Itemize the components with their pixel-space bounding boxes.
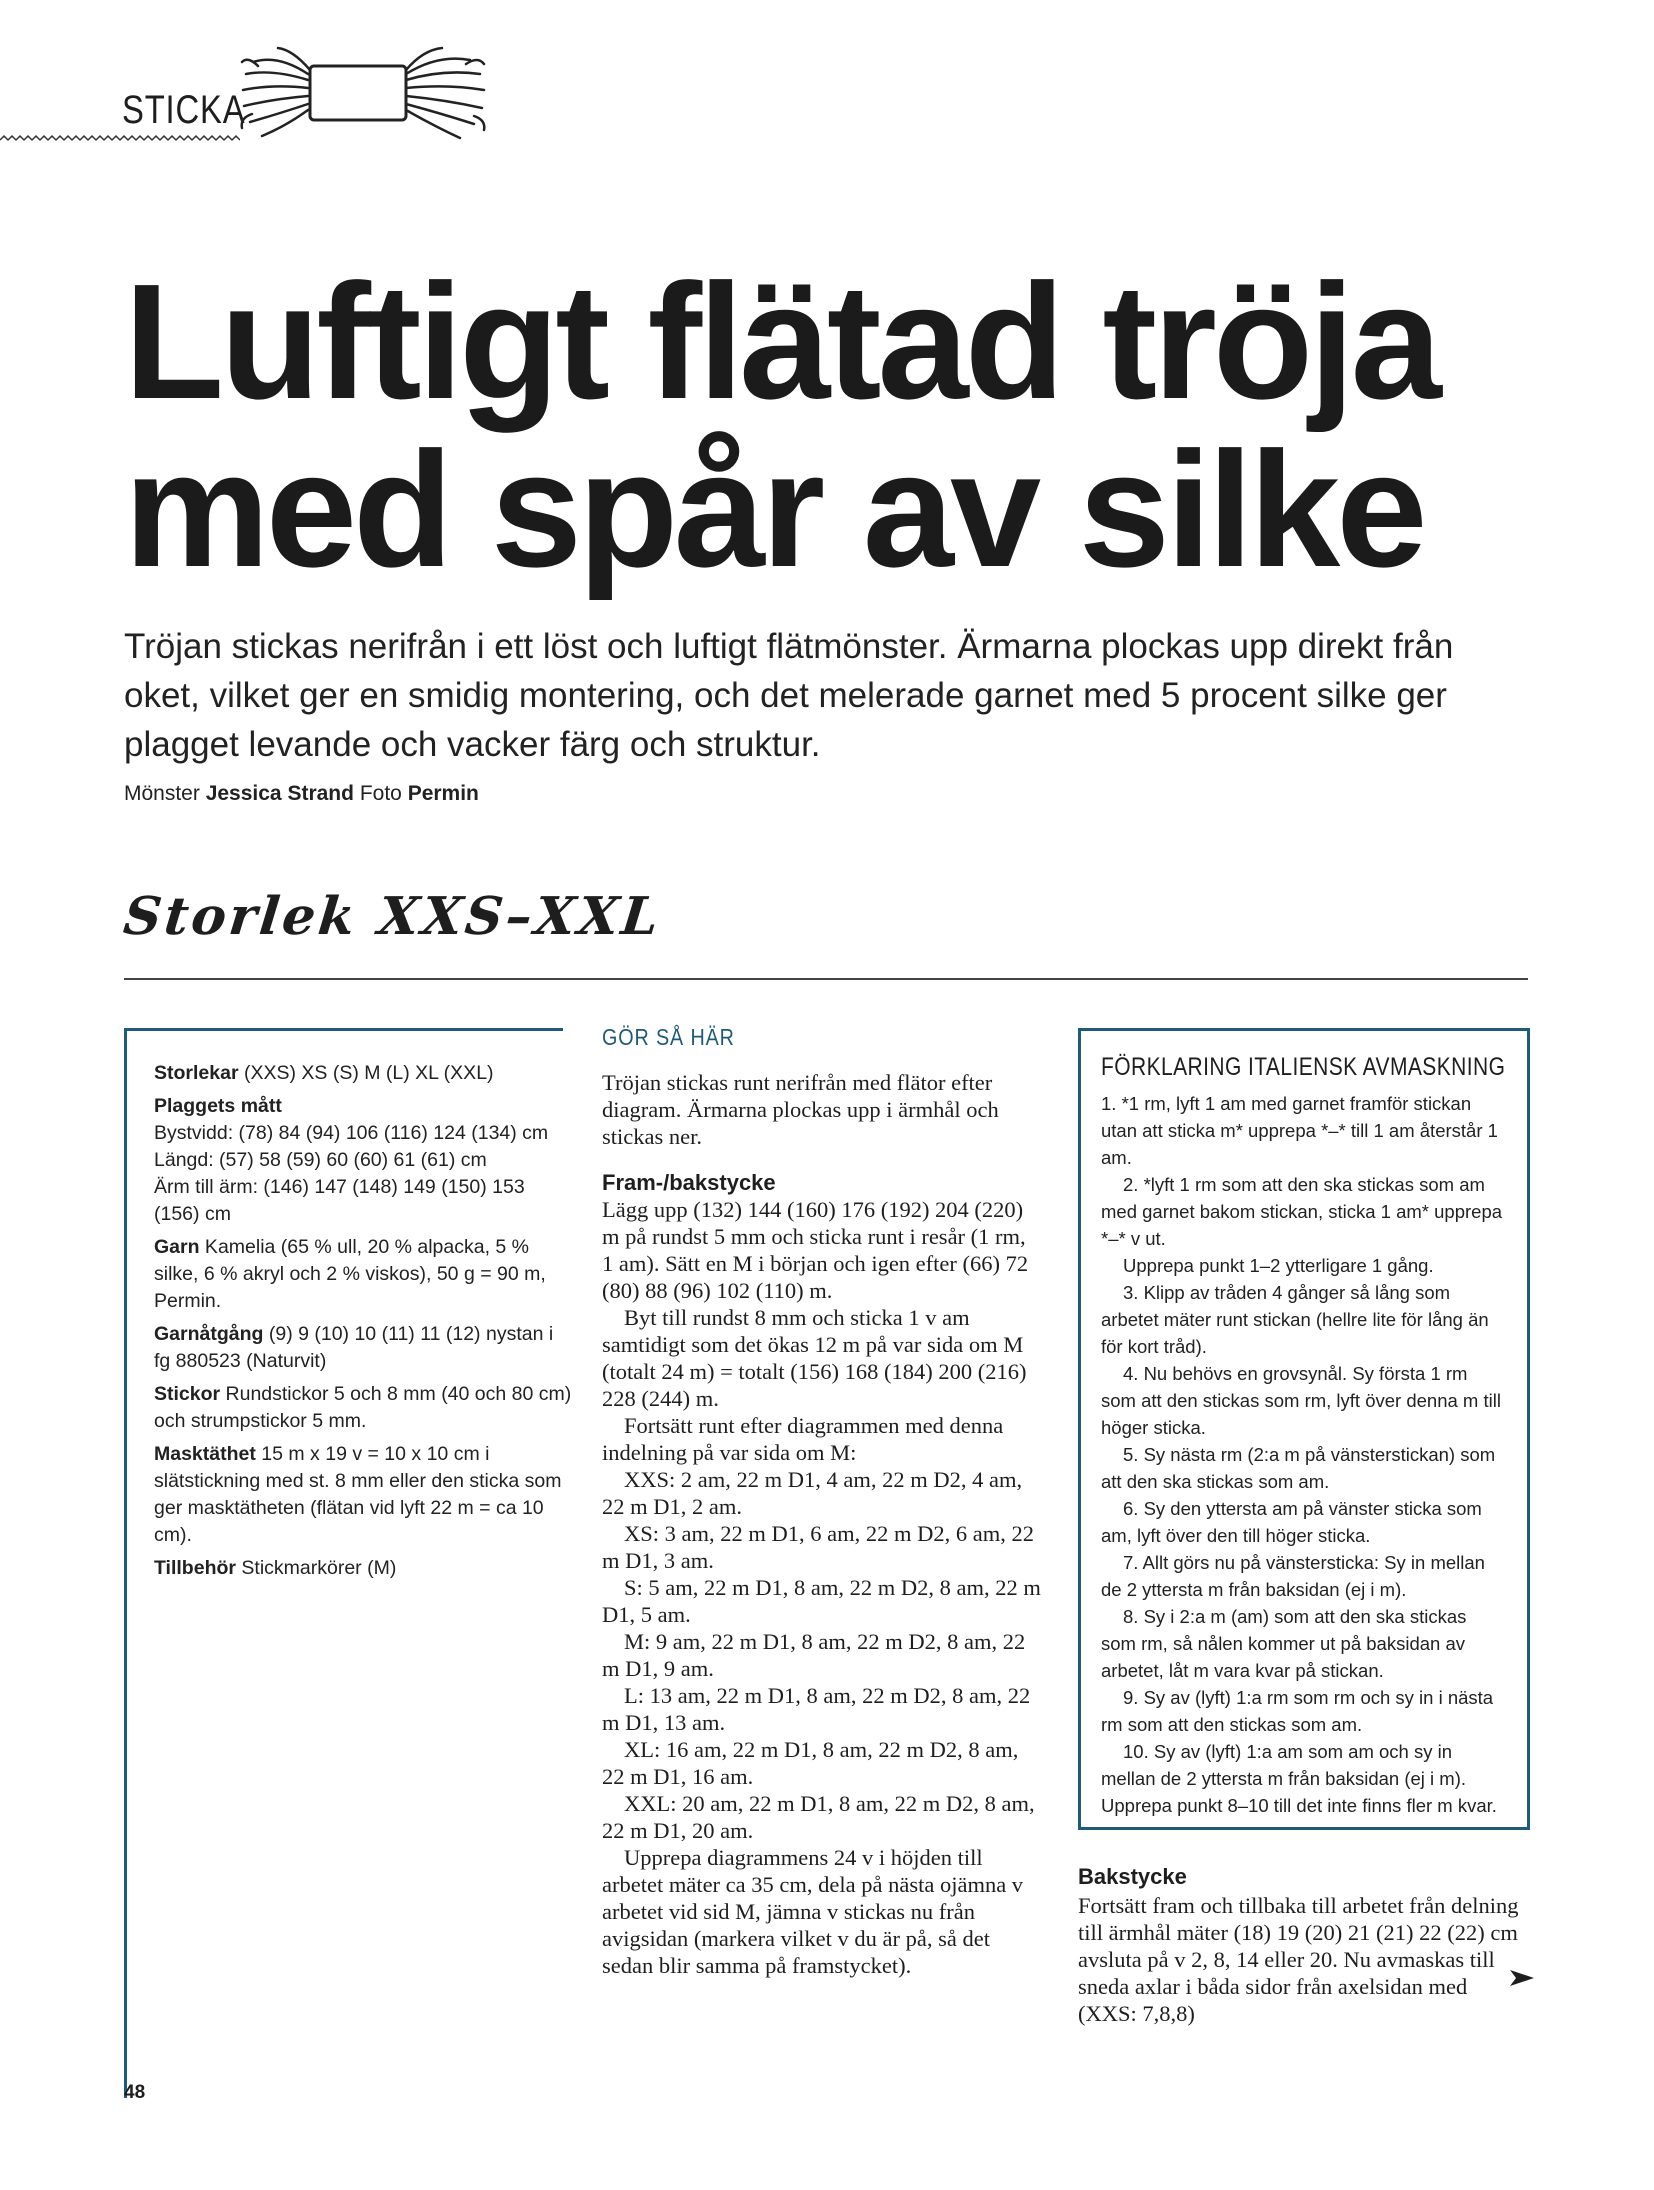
bindoff-step: Upprepa punkt 1–2 ytterligare 1 gång. [1123,1255,1434,1276]
instructions-heading: GÖR SÅ HÄR [602,1024,735,1050]
spec-text: Kamelia (65 % ull, 20 % alpacka, 5 % silke, 6 % akryl och 2 % viskos), 50 g = 90 m, Permin. [154,1236,546,1312]
spec-item [154,1555,574,1582]
spec-item [154,1441,574,1549]
spec-text: Ärm till ärm: (146) 147 (148) 149 (150) 153 (156) cm [154,1176,525,1225]
instruction-paragraph: XXS: 2 am, 22 m D1, 4 am, 22 m D2, 4 am, 22 m D1, 2 am. [602,1467,1023,1519]
instruction-paragraph: Upprepa diagrammens 24 v i höjden till arbetet mäter ca 35 cm, dela på nästa ojämna v arbetet vid sid M, jämna v stickas nu från avigsidan (markera vilket v du är på, så det sedan blir samma på framstycket). [602,1845,1024,1978]
instruction-paragraph: M: 9 am, 22 m D1, 8 am, 22 m D2, 8 am, 22 m D1, 9 am. [602,1629,1026,1681]
photo-label: Foto [359,782,402,805]
bindoff-step: 4. Nu behövs en grovsynål. Sy första 1 rm som att den stickas som rm, lyft över denna m till höger sticka. [1101,1363,1501,1438]
italian-bindoff-steps [1101,1090,1505,1819]
spec-label: Garnåtgång [154,1323,264,1345]
spec-text: 15 m x 19 v = 10 x 10 cm i slätstickning med st. 8 mm eller den sticka som ger masktätheten (flätan vid lyft 22 m = ca 10 cm). [154,1443,562,1546]
title-line-1: Luftigt flätad tröja [124,250,1438,433]
spec-item [154,1381,574,1435]
spec-label: Storlekar [154,1062,239,1084]
instruction-paragraph: Byt till rundst 8 mm och sticka 1 v am samtidigt som det ökas 12 m på var sida om M (totalt 24 m) = totalt (156) 168 (184) 200 (216) 228 (244) m. [602,1305,1027,1411]
spec-item [154,1120,574,1147]
spec-label: Tillbehör [154,1557,236,1579]
page-number: 48 [124,2082,146,2103]
bindoff-step: 2. *lyft 1 rm som att den ska stickas som am med garnet bakom stickan, sticka 1 am* upprepa *–* v ut. [1101,1174,1503,1249]
pattern-label: Mönster [124,782,200,805]
spec-item [154,1234,574,1315]
front-back-heading: Fram-/bakstycke [602,1170,776,1195]
spec-label: Stickor [154,1383,221,1405]
spec-item [154,1147,574,1174]
intro-text: Tröjan stickas nerifrån i ett löst och luftigt flätmönster. Ärmarna plockas upp direkt från oket, vilket ger en smidig montering, och det melerade garnet med 5 procent silke ger plagget levande och vacker färg och struktur. [124,627,1454,764]
instruction-paragraph: XXL: 20 am, 22 m D1, 8 am, 22 m D2, 8 am, 22 m D1, 20 am. [602,1791,1035,1843]
instructions-column [602,1024,1042,1979]
bindoff-step: 3. Klipp av tråden 4 gånger så lång som arbetet mäter runt stickan (hellre lite för lång än för kort tråd). [1101,1282,1489,1357]
bindoff-step: 1. *1 rm, lyft 1 am med garnet framför stickan utan att sticka m* upprepa *–* till 1 am återstår 1 am. [1101,1093,1498,1168]
back-piece-heading: Bakstycke [1078,1864,1187,1889]
section-label: STICKA [122,88,246,132]
instruction-paragraph: S: 5 am, 22 m D1, 8 am, 22 m D2, 8 am, 22 m D1, 5 am. [602,1575,1041,1627]
bindoff-step: 10. Sy av (lyft) 1:a am som am och sy in mellan de 2 yttersta m från baksidan (ej i m). Upprepa punkt 8–10 till det inte finns fler m kvar. [1101,1741,1497,1816]
back-piece-section [1078,1864,1528,2027]
spec-item [154,1174,574,1228]
instruction-paragraph: XS: 3 am, 22 m D1, 6 am, 22 m D2, 6 am, 22 m D1, 3 am. [602,1521,1034,1573]
title-line-2: med spår av silke [124,418,1424,601]
bindoff-step: 8. Sy i 2:a m (am) som att den ska stickas som rm, så nålen kommer ut på baksidan av arbetet, låt m vara kvar på stickan. [1101,1606,1467,1681]
spec-text: Bystvidd: (78) 84 (94) 106 (116) 124 (134) cm [154,1122,549,1144]
spec-item [154,1060,574,1087]
instructions-intro: Tröjan stickas runt nerifrån med flätor efter diagram. Ärmarna plockas upp i ärmhål och stickas ner. [602,1070,999,1149]
bindoff-step: 7. Allt görs nu på vänstersticka: Sy in mellan de 2 yttersta m från baksidan (ej i m). [1101,1552,1485,1600]
spec-text: (9) 9 (10) 10 (11) 11 (12) nystan i fg 880523 (Naturvit) [154,1323,554,1372]
italian-bindoff-box [1078,1028,1530,1830]
yarn-skein-icon [238,44,488,144]
size-heading: Storlek XXS–XXL [120,886,665,947]
bindoff-step: 6. Sy den yttersta am på vänster sticka som am, lyft över den till höger sticka. [1101,1498,1482,1546]
spec-label: Garn [154,1236,200,1258]
instruction-paragraph: L: 13 am, 22 m D1, 8 am, 22 m D2, 8 am, 22 m D1, 13 am. [602,1683,1031,1735]
front-back-body [602,1196,1042,1979]
bindoff-step: 9. Sy av (lyft) 1:a rm som rm och sy in i nästa rm som att den stickas som am. [1101,1687,1494,1735]
horizontal-rule [124,978,1528,980]
spec-box-border [124,1028,127,2098]
pattern-author: Jessica Strand [205,782,354,805]
spec-label: Masktäthet [154,1443,256,1465]
spec-text: (XXS) XS (S) M (L) XL (XXL) [238,1062,494,1084]
back-piece-text: Fortsätt fram och tillbaka till arbetet från delning till ärmhål mäter (18) 19 (20) 21 (21) 22 (22) cm avsluta på v 2, 8, 14 eller 20. Nu avmaskas till sneda axlar i båda sidor från axelsidan med (XXS: 7,8,8) [1078,1893,1519,2026]
instruction-paragraph: XL: 16 am, 22 m D1, 8 am, 22 m D2, 8 am, 22 m D1, 16 am. [602,1737,1019,1789]
spec-box-frame [124,1028,563,1051]
spec-list [154,1060,574,1588]
spec-text: Stickmarkörer (M) [235,1557,397,1579]
photo-author: Permin [407,782,479,805]
spec-item [154,1321,574,1375]
italian-bindoff-title: FÖRKLARING ITALIENSK AVMASKNING [1101,1053,1506,1081]
arrow-right-icon [1508,1968,1536,1988]
bindoff-step: 5. Sy nästa rm (2:a m på vänsterstickan) som att den ska stickas som am. [1101,1444,1496,1492]
instruction-paragraph: Fortsätt runt efter diagrammen med denna indelning på var sida om M: [602,1413,1004,1465]
spec-text: Rundstickor 5 och 8 mm (40 och 80 cm) och strumpstickor 5 mm. [154,1383,572,1432]
page-title [124,250,1524,601]
zigzag-divider [0,134,240,142]
spec-item [154,1093,574,1120]
spec-label: Plaggets mått [154,1095,282,1117]
spec-text: Längd: (57) 58 (59) 60 (60) 61 (61) cm [154,1149,487,1171]
instruction-paragraph: Lägg upp (132) 144 (160) 176 (192) 204 (220) m på rundst 5 mm och sticka runt i resår (1 rm, 1 am). Sätt en M i början och igen efter (66) 72 (80) 88 (96) 102 (110) m. [602,1197,1029,1303]
credits [124,782,479,806]
